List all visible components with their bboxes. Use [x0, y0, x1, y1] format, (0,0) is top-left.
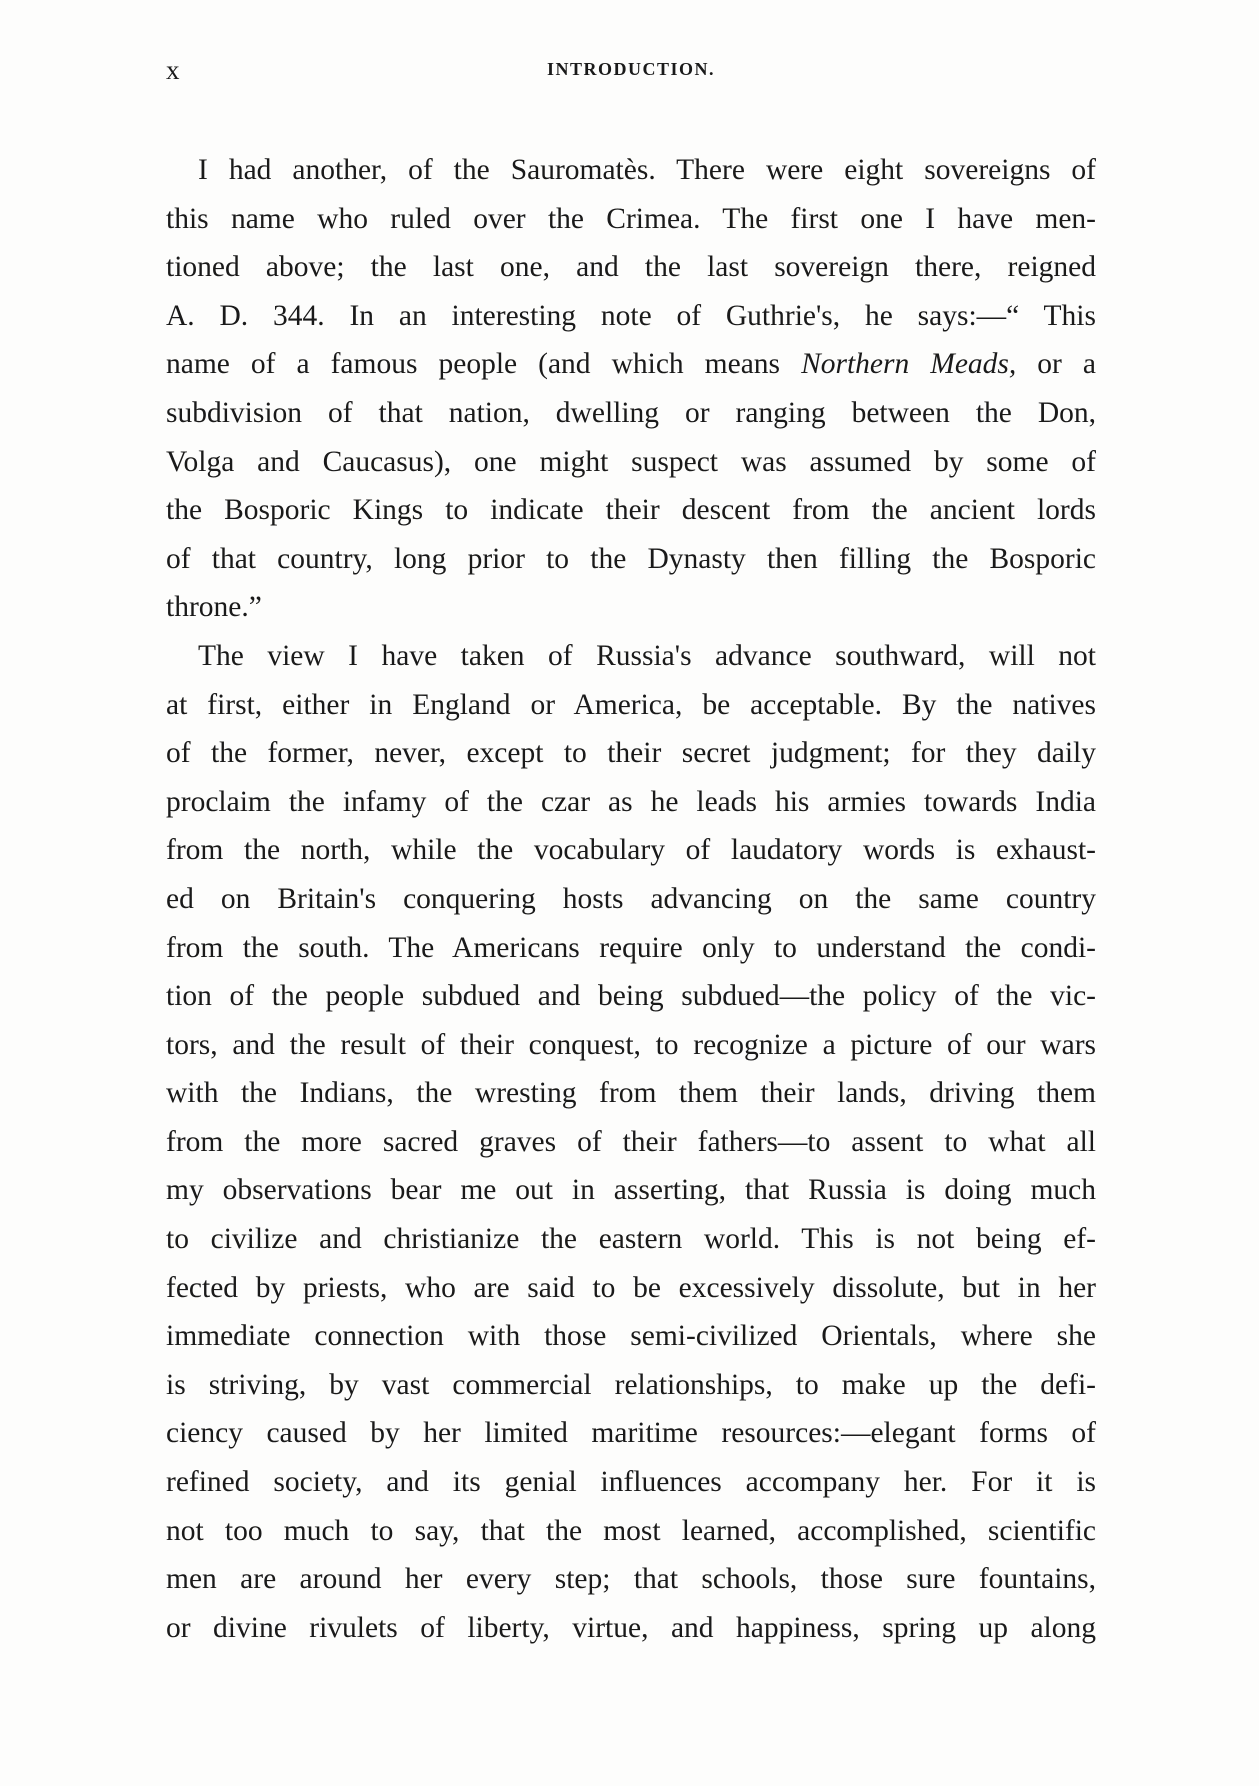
text-segment: subdivision of that nation, dwelling or ranging between the Don, — [166, 396, 1096, 429]
text-line — [166, 1507, 1096, 1556]
text-line — [166, 486, 1096, 535]
text-segment: fected by priests, who are said to be excessively dissolute, but in her — [166, 1271, 1096, 1304]
text-line — [166, 195, 1096, 244]
text-line — [166, 1555, 1096, 1604]
text-segment: or a — [1016, 348, 1096, 381]
text-line — [166, 778, 1096, 827]
text-segment: this name who ruled over the Crimea. The first one I have men- — [166, 202, 1096, 235]
italic-text: Northern Meads, — [801, 348, 1017, 381]
text-segment: refined society, and its genial influences accompany her. For it is — [166, 1466, 1096, 1499]
running-title: INTRODUCTION. — [546, 59, 716, 79]
text-line — [166, 1409, 1096, 1458]
text-segment: my observations bear me out in asserting, that Russia is doing much — [166, 1174, 1096, 1207]
text-segment: ed on Britain's conquering hosts advancing on the same country — [166, 882, 1096, 915]
text-line — [166, 972, 1096, 1021]
text-line — [166, 1215, 1096, 1264]
body-text — [166, 146, 1096, 1652]
text-line — [166, 1166, 1096, 1215]
text-line — [166, 243, 1096, 292]
text-segment: with the Indians, the wresting from them their lands, driving them — [166, 1077, 1096, 1110]
text-line — [166, 1264, 1096, 1313]
running-head — [166, 55, 1096, 95]
text-segment: from the more sacred graves of their fathers—to assent to what all — [166, 1125, 1096, 1158]
text-line — [166, 583, 1096, 632]
text-segment: A. D. 344. In an interesting note of Guthrie's, he says:—“ This — [166, 299, 1096, 332]
text-line — [166, 1118, 1096, 1167]
text-segment: tors, and the result of their conquest, to recognize a picture of our wars — [166, 1028, 1096, 1061]
text-segment: Volga and Caucasus), one might suspect was assumed by some of — [166, 445, 1096, 478]
text-segment: proclaim the infamy of the czar as he leads his armies towards India — [166, 785, 1096, 818]
text-segment: The view I have taken of Russia's advance southward, will not — [198, 639, 1096, 672]
text-segment: or divine rivulets of liberty, virtue, and happiness, spring up along — [166, 1611, 1096, 1644]
text-line — [166, 389, 1096, 438]
text-line — [166, 1312, 1096, 1361]
page-number: x — [166, 55, 181, 85]
text-line — [166, 146, 1096, 195]
text-segment: of that country, long prior to the Dynasty then filling the Bosporic — [166, 542, 1096, 575]
text-segment: at first, either in England or America, be acceptable. By the natives — [166, 688, 1096, 721]
text-line — [166, 1021, 1096, 1070]
text-line — [166, 826, 1096, 875]
text-segment: name of a famous people (and which means — [166, 348, 802, 381]
text-line — [166, 438, 1096, 487]
text-segment: not too much to say, that the most learned, accomplished, scientific — [166, 1514, 1096, 1547]
text-line — [166, 924, 1096, 973]
text-segment: ciency caused by her limited maritime resources:—elegant forms of — [166, 1417, 1096, 1450]
text-segment: tion of the people subdued and being subdued—the policy of the vic- — [166, 980, 1096, 1013]
text-line — [166, 729, 1096, 778]
text-segment: from the south. The Americans require only to understand the condi- — [166, 931, 1096, 964]
text-line — [166, 1069, 1096, 1118]
text-line — [166, 1361, 1096, 1410]
text-segment: men are around her every step; that schools, those sure fountains, — [166, 1563, 1096, 1596]
text-line — [166, 340, 1096, 389]
text-line — [166, 875, 1096, 924]
text-segment: the Bosporic Kings to indicate their descent from the ancient lords — [166, 494, 1096, 527]
text-line — [166, 292, 1096, 341]
text-segment: is striving, by vast commercial relationships, to make up the defi- — [166, 1368, 1096, 1401]
text-line — [166, 535, 1096, 584]
text-line — [166, 1604, 1096, 1653]
text-segment: of the former, never, except to their secret judgment; for they daily — [166, 737, 1096, 770]
text-segment: immediate connection with those semi-civilized Orientals, where she — [166, 1320, 1096, 1353]
text-segment: tioned above; the last one, and the last sovereign there, reigned — [166, 251, 1096, 284]
text-line — [166, 632, 1096, 681]
text-segment: from the north, while the vocabulary of laudatory words is exhaust- — [166, 834, 1096, 867]
text-line — [166, 681, 1096, 730]
text-segment: to civilize and christianize the eastern world. This is not being ef- — [166, 1223, 1096, 1256]
text-segment: throne.” — [166, 591, 262, 624]
text-line — [166, 1458, 1096, 1507]
text-segment: I had another, of the Sauromatès. There were eight sovereigns of — [198, 154, 1096, 186]
